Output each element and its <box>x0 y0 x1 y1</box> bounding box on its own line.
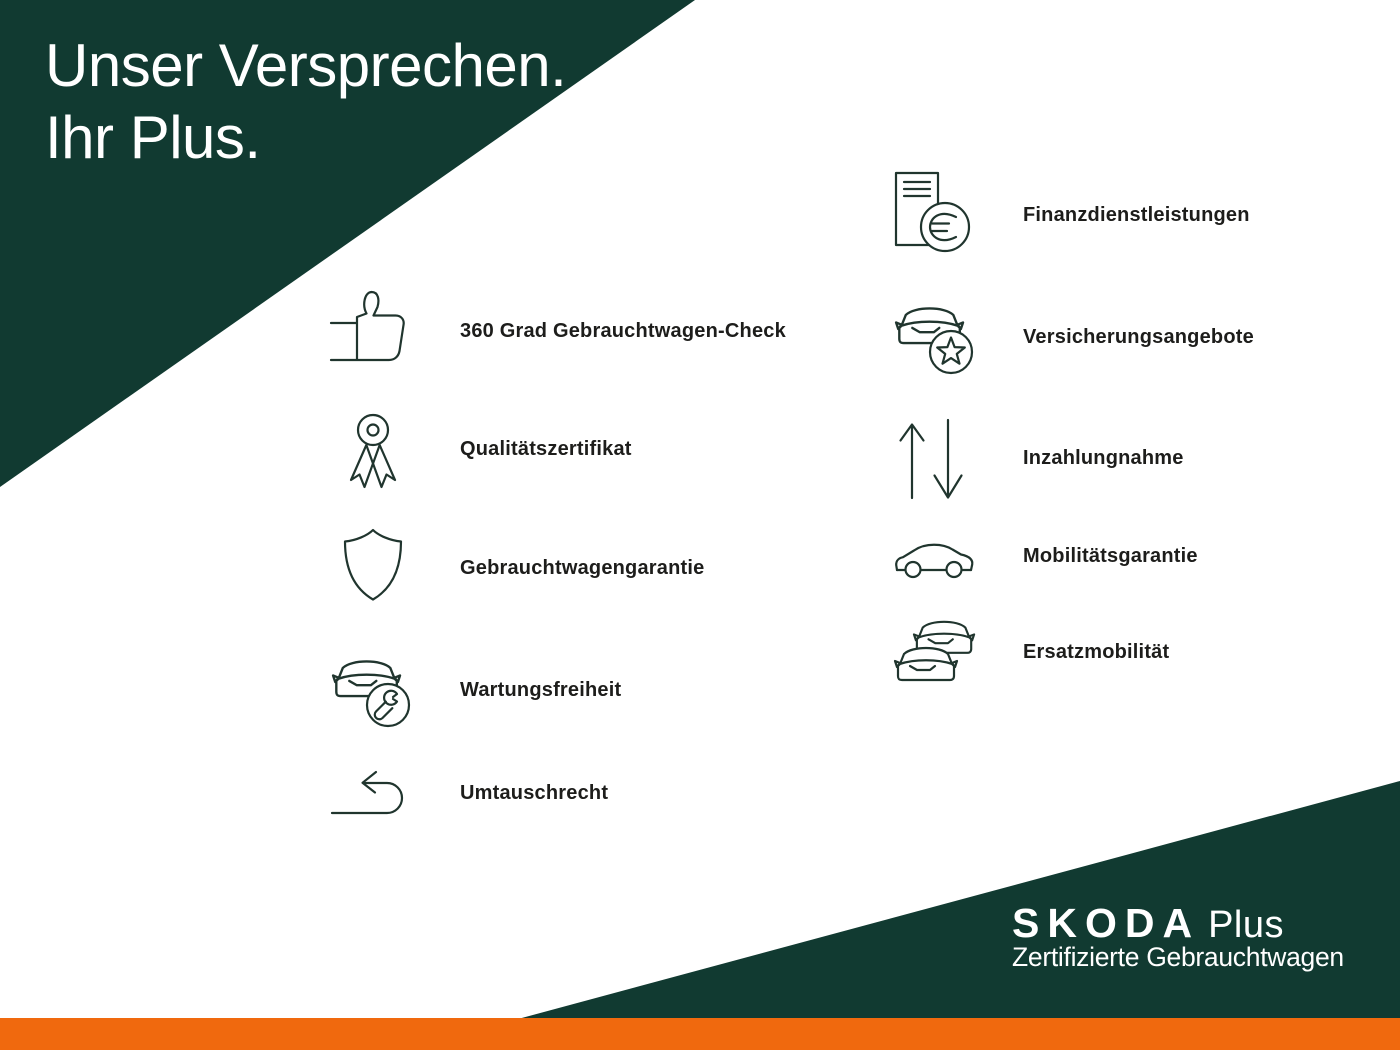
service-label: Wartungsfreiheit <box>460 678 622 701</box>
car-side-icon <box>892 512 980 600</box>
shield-icon <box>329 524 417 612</box>
service-item-quality-certificate <box>329 405 632 493</box>
service-label: Qualitätszertifikat <box>460 437 632 460</box>
page-title-line1: Unser Versprechen. <box>45 32 567 99</box>
service-label: Inzahlungnahme <box>1023 446 1184 469</box>
thumbs-up-icon <box>329 287 417 375</box>
icon-box <box>329 405 417 493</box>
icon-box <box>892 608 980 696</box>
icon-box <box>329 749 417 837</box>
service-label: Finanzdienstleistungen <box>1023 203 1250 226</box>
service-label: Gebrauchtwagengarantie <box>460 556 705 579</box>
service-label: 360 Grad Gebrauchtwagen-Check <box>460 319 786 342</box>
quality-medal-icon <box>329 405 417 493</box>
brand-tagline: Zertifizierte Gebrauchtwagen <box>1012 942 1344 972</box>
service-item-financial-services <box>892 171 1250 259</box>
icon-box <box>892 293 980 381</box>
service-item-maintenance-free <box>329 646 621 734</box>
service-item-trade-in <box>892 414 1184 502</box>
page-title <box>45 30 566 174</box>
icon-box <box>892 414 980 502</box>
service-item-used-car-warranty <box>329 524 704 612</box>
up-down-arrows-icon <box>892 414 980 502</box>
service-item-mobility-guarantee <box>892 512 1198 600</box>
brand-suffix: Plus <box>1208 904 1284 946</box>
bottom-orange-bar <box>0 1018 1400 1050</box>
icon-box <box>329 646 417 734</box>
service-item-replacement-mobility <box>892 608 1169 696</box>
brand-logo <box>1012 900 1284 947</box>
service-label: Umtauschrecht <box>460 781 609 804</box>
document-euro-icon <box>892 171 980 259</box>
page-title-line2: Ihr Plus. <box>45 104 261 171</box>
return-arrow-icon <box>329 749 417 837</box>
icon-box <box>329 287 417 375</box>
service-item-360-check <box>329 287 786 375</box>
car-wrench-icon <box>329 646 417 734</box>
service-label: Versicherungsangebote <box>1023 325 1254 348</box>
service-label: Mobilitätsgarantie <box>1023 544 1198 567</box>
icon-box <box>892 171 980 259</box>
service-item-exchange-right <box>329 749 608 837</box>
icon-box <box>892 512 980 600</box>
service-label: Ersatzmobilität <box>1023 640 1170 663</box>
brand-wordmark: SKODA <box>1012 900 1201 946</box>
two-cars-icon <box>892 608 980 696</box>
car-star-icon <box>892 293 980 381</box>
service-item-insurance-offers <box>892 293 1254 381</box>
icon-box <box>329 524 417 612</box>
